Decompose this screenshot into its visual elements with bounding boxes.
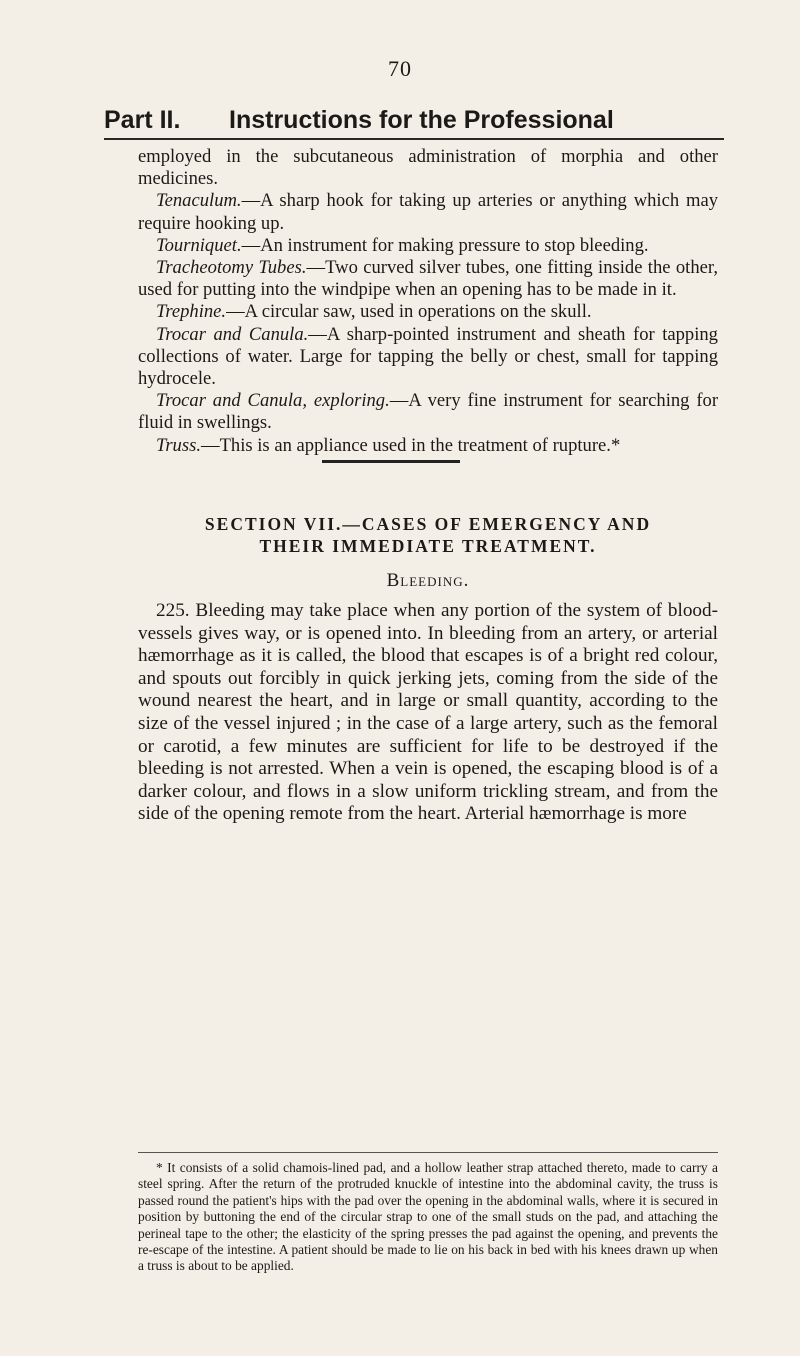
footnote: [138, 1160, 718, 1275]
running-head-title: Instructions for the Professional: [229, 106, 614, 134]
running-head: [104, 104, 724, 140]
glossary-entry: [138, 390, 718, 434]
glossary-definition: —A very fine instrument for searching for fluid in swellings.: [138, 390, 719, 434]
page-number: 70: [388, 56, 412, 81]
glossary-entry: [138, 257, 718, 301]
glossary-definition: —An instrument for making pressure to stop bleeding.: [241, 234, 649, 256]
glossary-entry: [138, 235, 718, 257]
glossary-entry: [138, 324, 718, 391]
glossary-term: Truss.: [156, 434, 201, 456]
glossary-entry: [138, 301, 718, 323]
section-heading: [138, 513, 718, 557]
glossary-term: Tenaculum.: [156, 190, 242, 212]
glossary-definition: —Two curved silver tubes, one fitting inside the other, used for putting into the windpipe when an opening has to be made in it.: [138, 257, 718, 301]
paragraph-225: [138, 600, 718, 826]
glossary-term: Trocar and Canula.: [156, 323, 309, 345]
section-heading-line-1: SECTION VII.—CASES OF EMERGENCY AND: [204, 514, 652, 534]
glossary-entry: [138, 190, 718, 234]
glossary-term: Trocar and Canula, exploring.: [156, 390, 390, 412]
continuation-text: employed in the subcutaneous administration of morphia and other medicines.: [138, 146, 718, 190]
section-heading-line-2: THEIR IMMEDIATE TREATMENT.: [259, 536, 597, 556]
glossary-definition: —A circular saw, used in operations on the skull.: [226, 301, 592, 323]
glossary-term: Tourniquet.: [156, 234, 242, 256]
glossary-term: Tracheotomy Tubes.: [156, 257, 307, 279]
section-divider: [322, 460, 460, 463]
instrument-glossary: [138, 146, 718, 457]
glossary-entry: [138, 435, 718, 457]
glossary-term: Trephine.: [156, 301, 227, 323]
footnote-divider: [138, 1152, 718, 1153]
glossary-definition: —A sharp-pointed instrument and sheath for tapping collections of water. Large for tapping the belly or chest, small for tapping hydrocele.: [138, 323, 718, 390]
glossary-definition: —A sharp hook for taking up arteries or anything which may require hooking up.: [138, 190, 718, 234]
subheading-bleeding: Bleeding.: [386, 570, 470, 591]
paragraph-225-text: 225. Bleeding may take place when any portion of the system of blood-vessels gives way, or is opened into. In bleeding from an artery, or arterial hæmorrhage as it is called, the blood that escapes is of a bright red colour, and spouts out forcibly in quick jerking jets, coming from the side of the wound nearest the heart, and in large or small quantity, according to the size of the vessel injured ; in the case of a large artery, such as the femoral or carotid, a few minutes are sufficient for life to be destroyed if the bleeding is not arrested. When a vein is opened, the escaping blood is of a darker colour, and flows in a slow uniform trickling stream, and from the side of the opening remote from the heart. Arterial hæmorrhage is more: [138, 600, 718, 825]
footnote-text: * It consists of a solid chamois-lined pad, and a hollow leather strap attached thereto, made to carry a steel spring. After the return of the protruded knuckle of intestine into the abdominal cavity, the truss is passed round the patient's hips with the pad over the opening in the abdominal walls, where it is secured in position by buttoning the end of the circular strap to one of the small studs on the pad, and attaching the perineal tape to the other; the elasticity of the spring presses the pad against the opening, and prevents the re-escape of the intestine. A patient should be made to lie on his back in bed with his knees drawn up when a truss is about to be applied.: [138, 1160, 718, 1274]
running-head-part: Part II.: [104, 106, 181, 134]
glossary-definition: —This is an appliance used in the treatment of rupture.*: [200, 434, 621, 456]
